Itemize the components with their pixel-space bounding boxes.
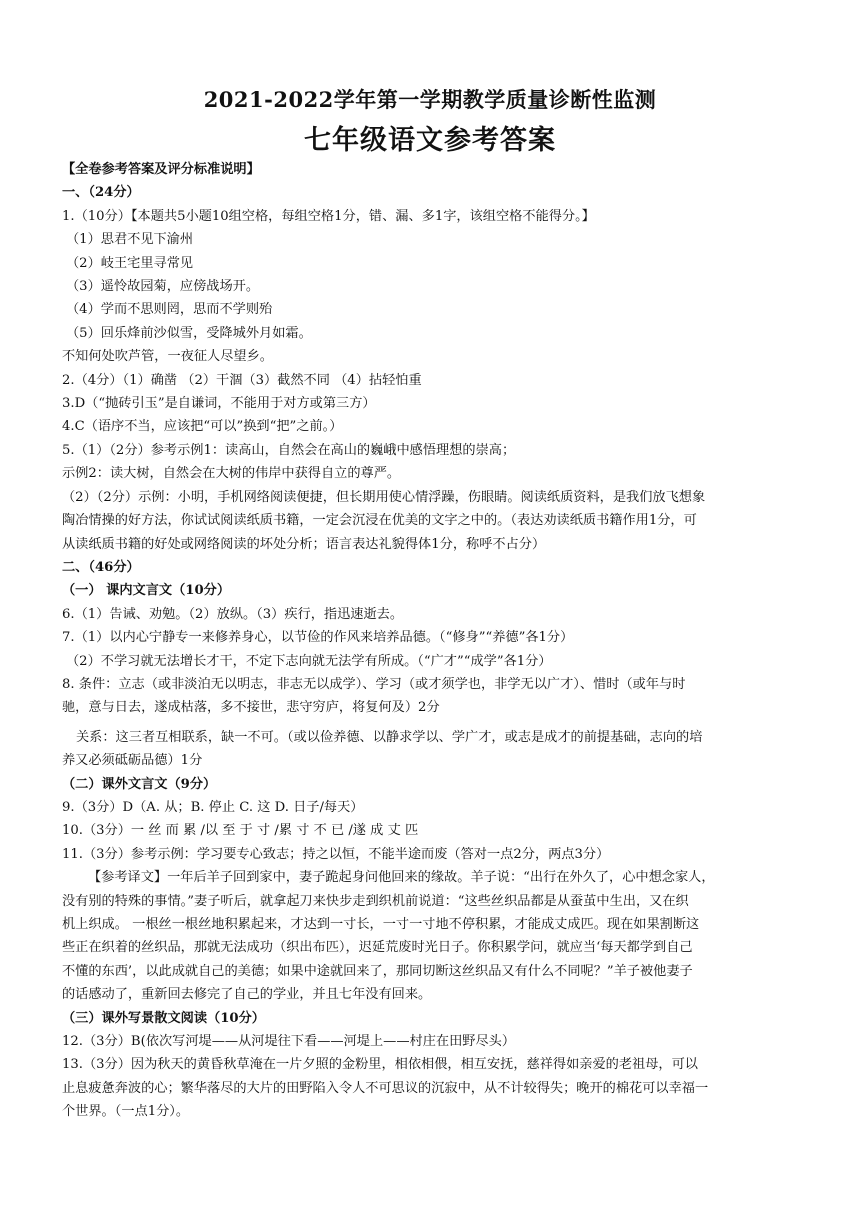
q8-relation-line2: 养又必须砥砺品德）1分 — [62, 753, 203, 769]
q5-part2-line3: 从读纸质书籍的好处或网络阅读的坏处分析；语言表达礼貌得体1分，称呼不占分） — [62, 536, 546, 552]
document-title-line2: 七年级语文参考答案 — [304, 125, 556, 156]
question-2-line: 2.（4分）（1）确凿 （2）干涸（3）截然不同 （4）拈轻怕重 — [62, 372, 422, 388]
q7-answer-2: （2）不学习就无法增长才干，不定下志向就无法学有所成。（“广才”“成学”各1分） — [66, 653, 552, 669]
question-5-line: 5.（1）（2分）参考示例1：读高山，自然会在高山的巍峨中感悟理想的崇高； — [62, 442, 516, 458]
translation-line3: 机上织成。 一根丝一根丝地积累起来，才达到一寸长，一寸一寸地不停积累，才能成丈成匹。现在如果割断这 — [62, 917, 700, 932]
answer-content — [62, 158, 802, 1124]
section-header-general: 【全卷参考答案及评分标准说明】 — [62, 162, 260, 177]
q1-answer-1: （1）思君不见下渝州 — [66, 232, 194, 248]
question-12-line: 12.（3分）B(依次写河堤——从河堤往下看——河堤上——村庄在田野尽头） — [62, 1034, 516, 1050]
question-8-line1: 8. 条件：立志（或非淡泊无以明志，非志无以成学）、学习（或才须学也，非学无以广才）、惜时（或年与时 — [62, 676, 686, 692]
subsection-header-1: （一） 课内文言文（10分） — [62, 583, 231, 599]
q1-answer-3: （3）遥怜故园菊，应傍战场开。 — [66, 279, 260, 295]
q8-relation-line1: 关系：这三者互相联系，缺一不可。（或以俭养德、以静求学以、学广才，或志是成才的前提基础，志向的培 — [76, 729, 703, 745]
q1-answer-4: （4）学而不思则罔，思而不学则殆 — [66, 302, 273, 318]
question-8-line2: 驰，意与日去，遂成枯落，多不接世，悲守穷庐，将复何及）2分 — [62, 700, 440, 716]
q5-part2-line2: 陶冶情操的好方法，你试试阅读纸质书籍，一定会沉浸在优美的文字之中的。（表达劝读纸质书籍作用1分，可 — [62, 513, 697, 529]
translation-line6: 的话感动了，重新回去修完了自己的学业，并且七年没有回来。 — [62, 987, 432, 1003]
q1-answer-5: （5）回乐烽前沙似雪，受降城外月如霜。 — [66, 325, 312, 341]
question-13-line1: 13.（3分）因为秋天的黄昏秋草淹在一片夕照的金粉里，相依相偎，相互安抚，慈祥得如亲爱的老祖母，可以 — [62, 1057, 698, 1073]
subsection-header-3: （三）课外写景散文阅读（10分） — [62, 1010, 265, 1026]
translation-line1: 【参考译文】一年后羊子回到家中，妻子跪起身问他回来的缘故。羊子说：“出行在外久了，心中想念家人， — [88, 870, 715, 886]
translation-line2: 没有别的特殊的事情。”妻子听后，就拿起刀来快步走到织机前说道：“这些丝织品都是从蚕茧中生出，又在织 — [62, 893, 689, 909]
section-header-part1: 一、（24分） — [62, 185, 140, 201]
q1-answer-2: （2）岐王宅里寻常见 — [66, 255, 194, 271]
subsection-header-2: （二）课外文言文（9分） — [62, 776, 217, 792]
q5-part2-line1: （2）（2分）示例：小明，手机网络阅读便捷，但长期用使心情浮躁，伤眼睛。阅读纸质资料，是我们放飞想象 — [62, 489, 706, 505]
translation-line5: 不懂的东西’，以此成就自己的美德；如果中途就回来了，那同切断这丝织品又有什么不同呢？”羊子被他妻子 — [62, 963, 693, 979]
question-7-line: 7.（1）以内心宁静专一来修养身心，以节俭的作风来培养品德。（“修身”“养德”各1分） — [62, 630, 574, 646]
question-3-line: 3.D（“抛砖引玉”是自谦词，不能用于对方或第三方） — [62, 396, 376, 412]
question-13-line2: 止息疲惫奔波的心；繁华落尽的大片的田野陷入令人不可思议的沉寂中，从不计较得失；晚开的棉花可以幸福一 — [62, 1080, 709, 1096]
document-title-line1: 2021-2022学年第一学期教学质量诊断性监测 — [203, 87, 657, 112]
section-header-part2: 二、（46分） — [62, 559, 140, 575]
question-4-line: 4.C（语序不当，应该把“可以”换到“把”之前。） — [62, 419, 343, 435]
question-11-line: 11.（3分）参考示例：学习要专心致志；持之以恒，不能半途而废（答对一点2分，两点3分） — [62, 846, 610, 862]
question-9-line: 9.（3分）D（A. 从；B. 停止 C. 这 D. 日子/每天） — [62, 799, 364, 815]
question-13-line3: 个世界。（一点1分）。 — [62, 1104, 190, 1120]
question-6-line: 6.（1）告诫、劝勉。（2）放纵。（3）疾行，指迅速逝去。 — [62, 606, 404, 622]
translation-line4: 些正在织着的丝织品，那就无法成功（织出布匹），迟延荒废时光日子。你积累学问，就应当‘每天都学到自己 — [62, 940, 693, 956]
q5-example-2: 示例2：读大树，自然会在大树的伟岸中获得自立的尊严。 — [62, 466, 401, 482]
question-10-line: 10.（3分）一 丝 而 累 /以 至 于 寸 /累 寸 不 已 /遂 成 丈 匹 — [62, 823, 419, 839]
question-1-line: 1.（10分）【本题共5小题10组空格，每组空格1分，错、漏、多1字，该组空格不能得分。】 — [62, 208, 595, 224]
q1-answer-5-cont: 不知何处吹芦管，一夜征人尽望乡。 — [62, 349, 273, 365]
